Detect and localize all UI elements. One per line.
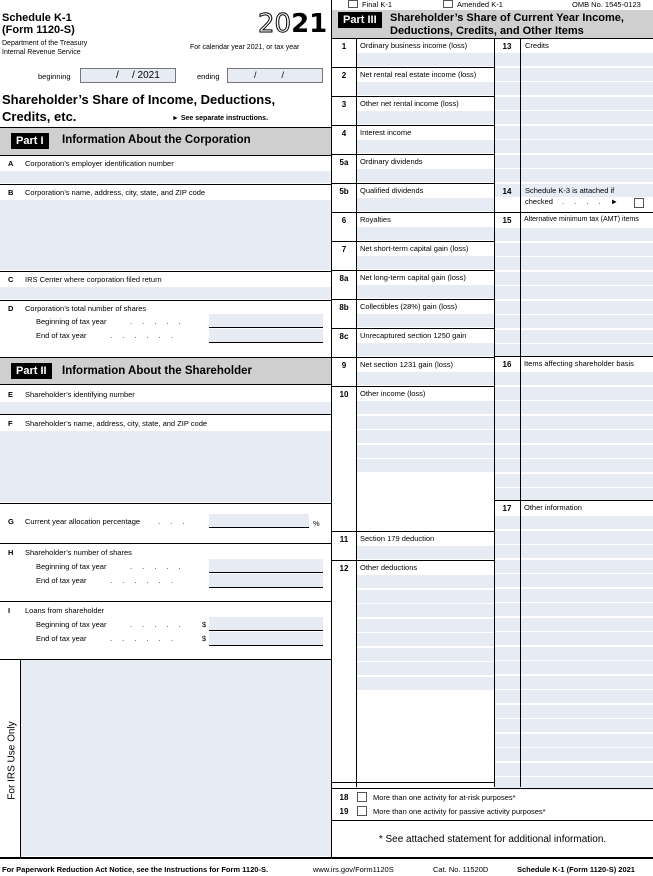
right-column-field[interactable]: [521, 516, 653, 529]
line-c-label: IRS Center where corporation filed return: [25, 275, 162, 284]
right-column-field[interactable]: [521, 286, 653, 299]
right-column-code-field[interactable]: [495, 301, 520, 314]
right-column-code-field[interactable]: [495, 618, 520, 631]
line-8c-label: Unrecaptured section 1250 gain: [360, 331, 467, 340]
part2-title: Information About the Shareholder: [62, 365, 252, 377]
line-h-end-field[interactable]: [209, 574, 323, 588]
line-10-amount-field[interactable]: [357, 459, 494, 472]
right-column-code-field[interactable]: [495, 560, 520, 573]
right-column-field[interactable]: [521, 632, 653, 645]
right-column-field[interactable]: [521, 618, 653, 631]
line-4-number: 4: [341, 129, 347, 138]
line-8b-amount-field[interactable]: [357, 314, 494, 327]
right-column-code-field[interactable]: [495, 705, 520, 718]
right-column-field[interactable]: [521, 243, 653, 256]
right-column-field[interactable]: [521, 589, 653, 602]
line-19-label: More than one activity for passive activity purposes*: [373, 807, 546, 816]
line-a-label: Corporation’s employer identification number: [25, 159, 174, 168]
line-2-amount-field[interactable]: [357, 82, 494, 95]
line-h-end-label: End of tax year: [36, 576, 87, 585]
right-column-field[interactable]: [521, 301, 653, 314]
line-i-code: I: [8, 606, 11, 615]
right-column-code-field[interactable]: [495, 574, 520, 587]
right-column-field[interactable]: [521, 257, 653, 270]
line-12-amount-field[interactable]: [357, 575, 494, 588]
ending-label: ending: [197, 72, 220, 81]
line-12-amount-field[interactable]: [357, 633, 494, 646]
line-8a-amount-field[interactable]: [357, 285, 494, 298]
line-5a-label: Ordinary dividends: [360, 157, 423, 166]
right-column-field[interactable]: [521, 474, 653, 487]
right-column-field[interactable]: [521, 53, 653, 66]
line-10-amount-field[interactable]: [357, 401, 494, 414]
right-column-code-field[interactable]: [495, 97, 520, 110]
line-8c-number: 8c: [339, 332, 349, 341]
line-12-amount-field[interactable]: [357, 604, 494, 617]
main-title-line1: Shareholder’s Share of Income, Deductions,: [2, 92, 276, 107]
line-g-label: Current year allocation percentage: [25, 517, 141, 526]
right-column-code-field[interactable]: [495, 603, 520, 616]
right-column-field[interactable]: [521, 690, 653, 703]
right-column-code-field[interactable]: [495, 690, 520, 703]
right-column-field[interactable]: [521, 560, 653, 573]
right-column-field[interactable]: [521, 647, 653, 660]
right-column-code-field[interactable]: [495, 53, 520, 66]
line-e-label: Shareholder’s identifying number: [25, 390, 135, 399]
right-column-field[interactable]: [521, 661, 653, 674]
line-12-amount-field[interactable]: [357, 677, 494, 690]
line-16-label: Items affecting shareholder basis: [524, 359, 634, 368]
right-column-code-field[interactable]: [495, 445, 520, 458]
line-12-amount-field[interactable]: [357, 662, 494, 675]
right-column-code-field[interactable]: [495, 676, 520, 689]
right-column-code-field[interactable]: [495, 82, 520, 95]
part1-badge: Part I: [11, 133, 49, 149]
line-8a-label: Net long-term capital gain (loss): [360, 273, 466, 282]
right-column-field[interactable]: [521, 126, 653, 139]
right-column-code-field[interactable]: [495, 387, 520, 400]
line-12-amount-field[interactable]: [357, 619, 494, 632]
line-16-number: 16: [502, 360, 512, 369]
irs-label: Internal Revenue Service: [2, 49, 81, 56]
footer-form-id: Schedule K-1 (Form 1120-S) 2021: [517, 865, 635, 874]
right-column-code-field[interactable]: [495, 169, 520, 182]
right-column-code-field[interactable]: [495, 459, 520, 472]
amended-k1-checkbox[interactable]: [443, 0, 453, 8]
right-column-field[interactable]: [521, 315, 653, 328]
line-6-amount-field[interactable]: [357, 227, 494, 240]
line-2-label: Net rental real estate income (loss): [360, 70, 477, 79]
line-10-amount-field[interactable]: [357, 445, 494, 458]
line-8b-number: 8b: [339, 303, 349, 312]
line-3-number: 3: [341, 100, 347, 109]
begin-year-value: / 2021: [132, 70, 160, 81]
part1-title: Information About the Corporation: [62, 134, 251, 146]
line-b-label: Corporation’s name, address, city, state, and ZIP code: [25, 188, 206, 197]
line-12-amount-field[interactable]: [357, 648, 494, 661]
form-subtitle: (Form 1120-S): [2, 24, 75, 36]
right-column-field[interactable]: [521, 445, 653, 458]
right-column-code-field[interactable]: [495, 589, 520, 602]
line-7-number: 7: [341, 245, 347, 254]
line-8b-label: Collectibles (28%) gain (loss): [360, 302, 458, 311]
right-column-code-field[interactable]: [495, 748, 520, 761]
right-column-code-field[interactable]: [495, 155, 520, 168]
line-12-number: 12: [339, 564, 349, 573]
line-10-amount-field[interactable]: [357, 430, 494, 443]
line-d-end-label: End of tax year: [36, 331, 87, 340]
line-c-field[interactable]: [0, 287, 331, 299]
line-5a-number: 5a: [339, 158, 349, 167]
footer-url: www.irs.gov/Form1120S: [313, 865, 394, 874]
right-column-field[interactable]: [521, 169, 653, 182]
right-column-code-field[interactable]: [495, 272, 520, 285]
line-18-checkbox[interactable]: [357, 792, 367, 802]
right-column-field[interactable]: [521, 763, 653, 776]
right-column-field[interactable]: [521, 372, 653, 385]
line-10-amount-field[interactable]: [357, 416, 494, 429]
line-7-amount-field[interactable]: [357, 256, 494, 269]
line-8c-amount-field[interactable]: [357, 343, 494, 356]
right-column-code-field[interactable]: [495, 734, 520, 747]
line-d-code: D: [8, 304, 14, 313]
line-i-end-dollar: $: [202, 634, 207, 643]
line-8a-number: 8a: [339, 274, 349, 283]
line-i-begin-field[interactable]: [209, 617, 323, 631]
line-12-amount-field[interactable]: [357, 590, 494, 603]
line-h-begin-label: Beginning of tax year: [36, 562, 107, 571]
right-column-code-field[interactable]: [495, 430, 520, 443]
line-g-code: G: [8, 517, 14, 526]
line-d-label: Corporation’s total number of shares: [25, 304, 147, 313]
line-f-label: Shareholder’s name, address, city, state, and ZIP code: [25, 419, 208, 428]
line-14-label: Schedule K-3 is attached if: [525, 186, 615, 195]
right-column-code-field[interactable]: [495, 416, 520, 429]
line-h-begin-field[interactable]: [209, 559, 323, 573]
right-column-code-field[interactable]: [495, 330, 520, 343]
line-11-number: 11: [339, 535, 349, 544]
part3-title-line2: Deductions, Credits, and Other Items: [390, 25, 584, 37]
dept-treasury: Department of the Treasury: [2, 40, 88, 47]
line-f-code: F: [8, 419, 13, 428]
line-5a-amount-field[interactable]: [357, 169, 494, 182]
see-instructions: ► See separate instructions.: [172, 115, 269, 122]
line-c-code: C: [8, 275, 14, 284]
line-19-number: 19: [339, 807, 349, 816]
right-column-field[interactable]: [521, 68, 653, 81]
line-1-amount-field[interactable]: [357, 53, 494, 66]
right-column-field[interactable]: [521, 228, 653, 241]
line-b-code: B: [8, 188, 14, 197]
line-7-label: Net short-term capital gain (loss): [360, 244, 469, 253]
attached-statement-note: * See attached statement for additional information.: [378, 834, 607, 845]
line-6-number: 6: [341, 216, 347, 225]
right-column-code-field[interactable]: [495, 372, 520, 385]
line-3-label: Other net rental income (loss): [360, 99, 459, 108]
line-19-checkbox[interactable]: [357, 806, 367, 816]
line-6-label: Royalties: [360, 215, 391, 224]
line-10-label: Other income (loss): [360, 389, 426, 398]
irs-use-only: For IRS Use Only: [6, 721, 18, 800]
right-column-field[interactable]: [521, 676, 653, 689]
omb-number: OMB No. 1545-0123: [572, 0, 641, 9]
line-11-amount-field[interactable]: [357, 546, 494, 559]
form-title: Schedule K-1: [2, 12, 72, 24]
right-column-code-field[interactable]: [495, 228, 520, 241]
line-4-label: Interest income: [360, 128, 412, 137]
right-column-code-field[interactable]: [495, 140, 520, 153]
begin-date-field[interactable]: [80, 68, 176, 83]
line-5b-label: Qualified dividends: [360, 186, 424, 195]
line-h-code: H: [8, 548, 14, 557]
line-b-field[interactable]: [0, 200, 331, 270]
calendar-year-label: For calendar year 2021, or tax year: [190, 44, 300, 51]
line-5b-number: 5b: [339, 187, 349, 196]
line-14-number: 14: [502, 187, 512, 196]
line-g-percent: %: [313, 519, 320, 528]
line-15-label: Alternative minimum tax (AMT) items: [524, 216, 639, 223]
line-a-code: A: [8, 159, 14, 168]
right-column-field[interactable]: [521, 430, 653, 443]
line-h-label: Shareholder’s number of shares: [25, 548, 132, 557]
right-column-field[interactable]: [521, 82, 653, 95]
beginning-label: beginning: [38, 72, 71, 81]
part2-badge: Part II: [11, 363, 52, 379]
line-4-amount-field[interactable]: [357, 140, 494, 153]
tax-year: 2021: [258, 9, 328, 39]
right-column-field[interactable]: [521, 531, 653, 544]
right-column-field[interactable]: [521, 734, 653, 747]
right-column-field[interactable]: [521, 705, 653, 718]
right-column-code-field[interactable]: [495, 68, 520, 81]
line-g-field[interactable]: [209, 514, 309, 528]
right-column-field[interactable]: [521, 387, 653, 400]
right-column-field[interactable]: [521, 603, 653, 616]
right-column-code-field[interactable]: [495, 632, 520, 645]
final-k1-checkbox[interactable]: [348, 0, 358, 8]
right-column-field[interactable]: [521, 155, 653, 168]
line-d-begin-field[interactable]: [209, 314, 323, 328]
end-date-slashes: / /: [254, 70, 285, 80]
right-column-field[interactable]: [521, 748, 653, 761]
main-title-line2: Credits, etc.: [2, 109, 77, 124]
line-12-label: Other deductions: [360, 563, 418, 572]
part3-title-line1: Shareholder’s Share of Current Year Income,: [390, 12, 624, 24]
right-column-code-field[interactable]: [495, 126, 520, 139]
line-9-amount-field[interactable]: [357, 372, 494, 385]
line-9-label: Net section 1231 gain (loss): [360, 360, 453, 369]
line-a-field[interactable]: [0, 171, 331, 183]
k3-attached-checkbox[interactable]: [634, 198, 644, 208]
line-10-number: 10: [339, 390, 349, 399]
right-column-field[interactable]: [521, 97, 653, 110]
right-column-code-field[interactable]: [495, 315, 520, 328]
line-i-begin-label: Beginning of tax year: [36, 620, 107, 629]
right-column-field[interactable]: [521, 272, 653, 285]
right-column-code-field[interactable]: [495, 647, 520, 660]
right-column-code-field[interactable]: [495, 719, 520, 732]
line-17-label: Other information: [524, 503, 582, 512]
right-column-code-field[interactable]: [495, 474, 520, 487]
final-k1-label: Final K-1: [362, 0, 393, 9]
line-17-number: 17: [502, 504, 512, 513]
right-column-code-field[interactable]: [495, 243, 520, 256]
line-i-begin-dollar: $: [202, 620, 207, 629]
line-11-label: Section 179 deduction: [360, 534, 435, 543]
line-15-number: 15: [502, 216, 512, 225]
line-d-end-field[interactable]: [209, 329, 323, 343]
line-18-label: More than one activity for at-risk purposes*: [373, 793, 516, 802]
line-3-amount-field[interactable]: [357, 111, 494, 124]
part3-badge: Part III: [338, 12, 382, 28]
line-14-checked: checked: [525, 197, 553, 206]
right-column-field[interactable]: [521, 140, 653, 153]
line-9-number: 9: [341, 361, 347, 370]
right-column-field[interactable]: [521, 459, 653, 472]
begin-date-slash: /: [116, 70, 119, 81]
line-1-label: Ordinary business income (loss): [360, 41, 468, 50]
right-column-field[interactable]: [521, 574, 653, 587]
right-column-code-field[interactable]: [495, 111, 520, 124]
line-5b-amount-field[interactable]: [357, 198, 494, 211]
line-f-field[interactable]: [0, 431, 331, 502]
line-i-label: Loans from shareholder: [25, 606, 105, 615]
amended-k1-label: Amended K-1: [457, 0, 503, 9]
right-column-field[interactable]: [521, 416, 653, 429]
line-e-code: E: [8, 390, 14, 399]
footer-cat-number: Cat. No. 11520D: [433, 865, 489, 874]
right-column-code-field[interactable]: [495, 401, 520, 414]
line-18-number: 18: [339, 793, 349, 802]
right-column-code-field[interactable]: [495, 661, 520, 674]
right-column-code-field[interactable]: [495, 516, 520, 529]
line-i-end-field[interactable]: [209, 632, 323, 646]
right-column-code-field[interactable]: [495, 545, 520, 558]
right-column-code-field[interactable]: [495, 257, 520, 270]
right-column-field[interactable]: [521, 719, 653, 732]
line-1-number: 1: [341, 42, 347, 51]
right-column-code-field[interactable]: [495, 286, 520, 299]
line-13-number: 13: [502, 42, 512, 51]
right-column-code-field[interactable]: [495, 763, 520, 776]
line-13-label: Credits: [525, 41, 549, 50]
right-column-field[interactable]: [521, 111, 653, 124]
right-column-code-field[interactable]: [495, 531, 520, 544]
line-i-end-label: End of tax year: [36, 634, 87, 643]
line-d-begin-label: Beginning of tax year: [36, 317, 107, 326]
footer-paperwork-notice: For Paperwork Reduction Act Notice, see the Instructions for Form 1120-S.: [2, 865, 269, 874]
right-column-field[interactable]: [521, 330, 653, 343]
line-e-field[interactable]: [0, 402, 331, 414]
right-column-field[interactable]: [521, 401, 653, 414]
right-column-field[interactable]: [521, 545, 653, 558]
line-2-number: 2: [341, 71, 347, 80]
irs-use-area: [21, 660, 331, 856]
